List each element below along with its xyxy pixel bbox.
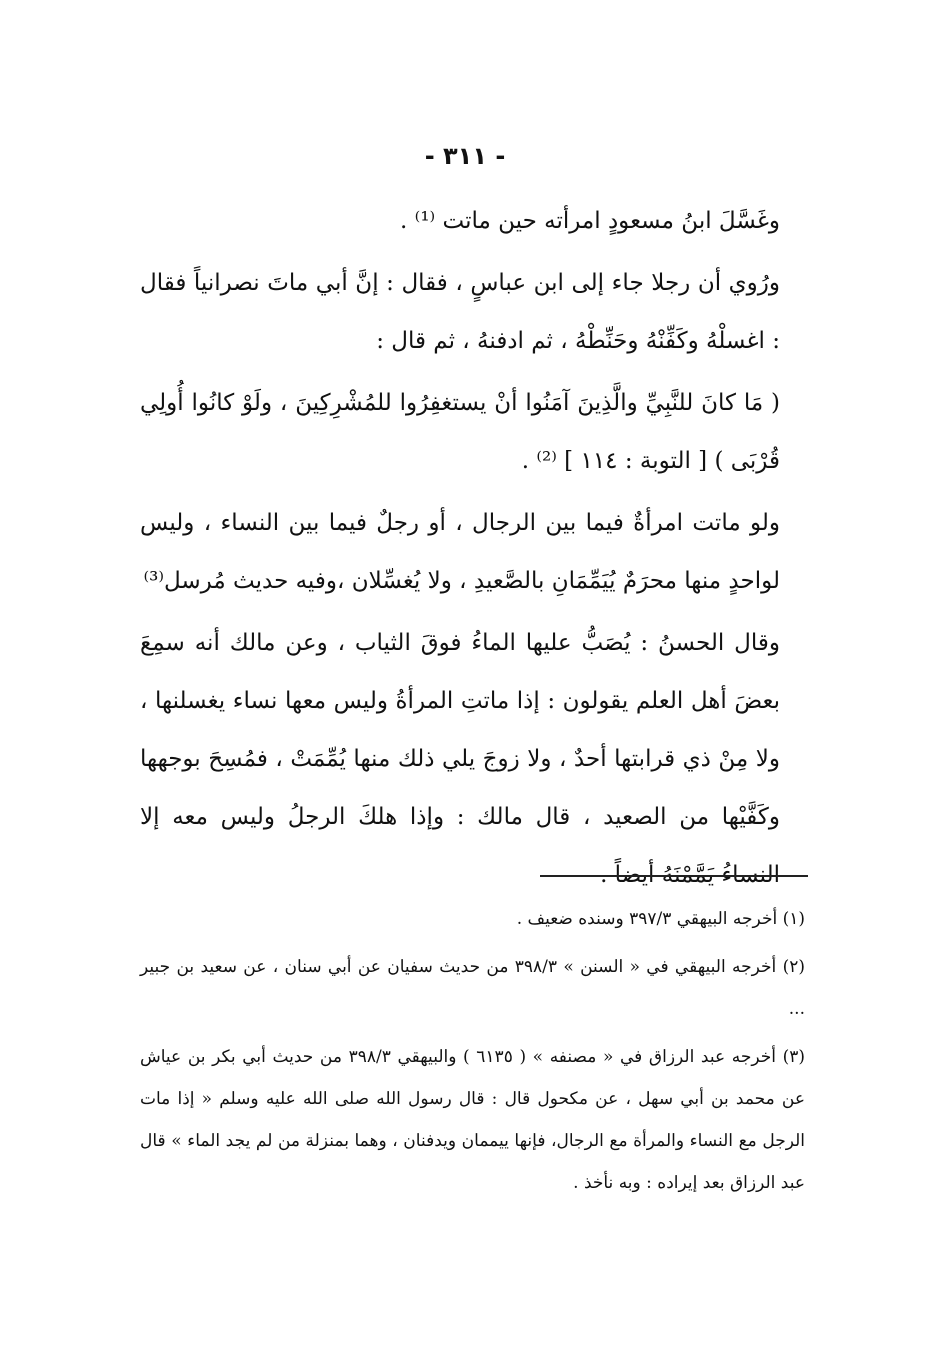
paragraph-3-quran-verse: ( مَا كانَ للنَّبِيِّ والَّذِينَ آمَنُوا أنْ يستغفِرُوا للمُشْرِكِينَ ، ولَوْ كانُوا أُولِي قُرْبَى ) [ التوبة : ١١٤ ] ⁽²⁾ . <box>140 390 780 474</box>
page-number: - ٣١١ - <box>424 142 506 170</box>
footnotes <box>140 898 805 1210</box>
footnote-2: (٢) أخرجه البيهقي في « السنن » ٣٩٨/٣ من حديث سفيان عن أبي سنان ، عن سعيد بن جبير ... <box>140 957 805 1019</box>
footnote-3: (٣) أخرجه عبد الرزاق في « مصنفه » ( ٦١٣٥ ) والبيهقي ٣٩٨/٣ من حديث أبي بكر بن عياش عن محمد بن أبي سهل ، عن مكحول قال : قال رسول الله صلى الله عليه وسلم « إذا مات الرجل مع النساء والمرأة مع الرجال، فإنها ييممان ويدفنان ، وهما بمنزلة من لم يجد الماء » قال عبد الرزاق بعد إيراده : وبه نأخذ . <box>140 1047 806 1193</box>
paragraph-4: ولو ماتت امرأةٌ فيما بين الرجال ، أو رجلٌ فيما بين النساء ، وليس لواحدٍ منها محرَمٌ يُيَمِّمَانِ بالصَّعيدِ ، ولا يُغسِّلان ،وفيه حديث مُرسل⁽³⁾ <box>140 510 780 594</box>
paragraph-2: ورُوي أن رجلا جاء إلى ابن عباسٍ ، فقال : إنَّ أبي ماتَ نصرانياً فقال : اغسلْهُ وكَفِّنْهُ وحَنِّطْهُ ، ثم ادفنهُ ، ثم قال : <box>140 270 780 354</box>
footnote-divider <box>540 875 808 877</box>
paragraph-1: وغَسَّلَ ابنُ مسعودٍ امرأته حين ماتت ⁽¹⁾ . <box>400 208 780 234</box>
footnote-1: (١) أخرجه البيهقي ٣٩٧/٣ وسنده ضعيف . <box>516 909 805 929</box>
main-text <box>140 192 780 904</box>
paragraph-5: وقال الحسنُ : يُصَبُّ عليها الماءُ فوقَ الثياب ، وعن مالك أنه سمِعَ بعضَ أهل العلم يقولون : إذا ماتتِ المرأةُ وليس معها نساء يغسلنها ، ولا مِنْ ذي قرابتها أحدٌ ، ولا زوجَ يلي ذلك منها يُمِّمَتْ ، فمُسِحَ بوجهها وكَفَّيْها من الصعيد ، قال مالك : وإذا هلكَ الرجلُ وليس معه إلا النساءُ يَمَّمْنَهُ أيضاً . <box>140 630 780 888</box>
